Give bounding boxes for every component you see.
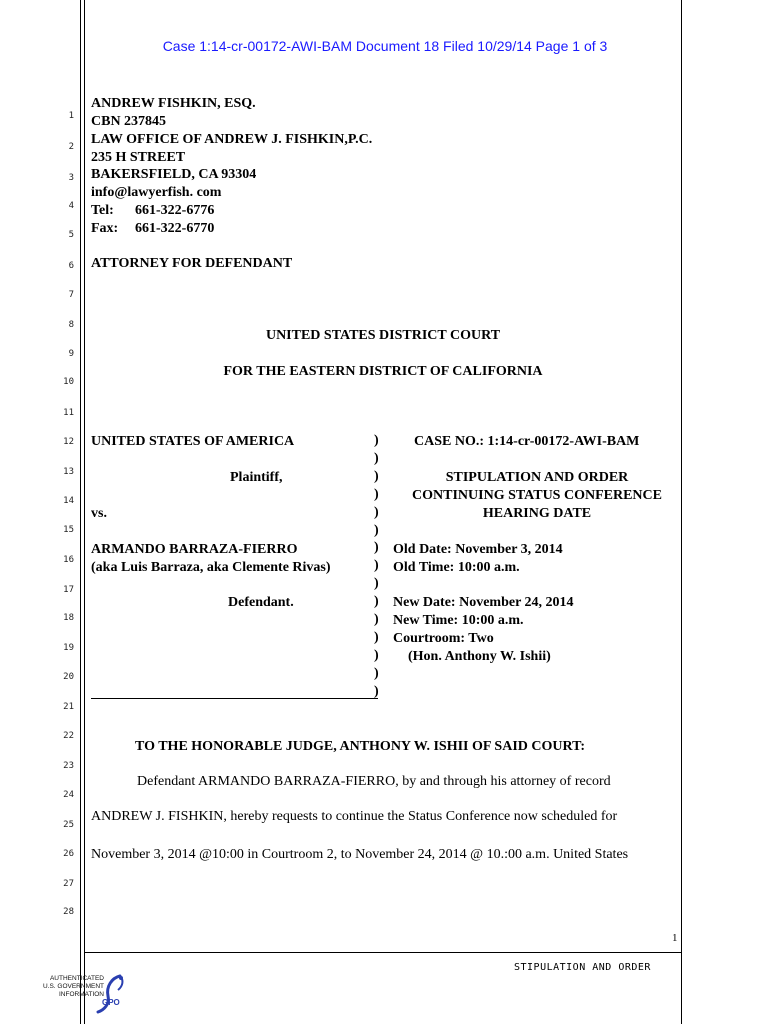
attorney-fax-label: Fax: (91, 221, 119, 236)
line-number: 22 (63, 731, 74, 741)
line-number: 11 (63, 408, 74, 418)
line-number: 15 (63, 525, 74, 535)
caption-paren: ) (374, 433, 379, 448)
caption-paren: ) (374, 558, 379, 574)
body-paragraph-line2: ANDREW J. FISHKIN, hereby requests to continue the Status Conference now scheduled for (91, 809, 618, 824)
attorney-tel-label: Tel: (91, 203, 114, 218)
attorney-email: info@lawyerfish. com (91, 185, 222, 200)
line-number: 28 (63, 907, 74, 917)
line-number: 26 (63, 849, 74, 859)
court-district: FOR THE EASTERN DISTRICT OF CALIFORNIA (223, 364, 543, 379)
courtroom: Courtroom: Two (393, 631, 494, 646)
caption-paren: ) (374, 522, 379, 538)
line-number: 12 (63, 437, 74, 447)
caption-paren: ) (374, 683, 379, 699)
versus: vs. (91, 506, 107, 521)
court-name: UNITED STATES DISTRICT COURT (265, 328, 501, 343)
gpo-authentication-seal (42, 972, 132, 1018)
line-number: 10 (63, 377, 74, 387)
line-number: 13 (63, 467, 74, 477)
caption-paren: ) (374, 612, 379, 627)
line-number: 24 (63, 790, 74, 800)
caption-paren: ) (374, 665, 379, 681)
attorney-street: 235 H STREET (91, 150, 186, 165)
gpo-mark: GPO (102, 998, 120, 1007)
caption-paren: ) (374, 647, 379, 663)
doc-title-line3: HEARING DATE (482, 506, 592, 521)
attorney-city: BAKERSFIELD, CA 93304 (91, 167, 257, 182)
line-number: 21 (63, 702, 74, 712)
gpo-eagle-icon (90, 972, 130, 1016)
left-margin-rule-inner (84, 0, 85, 1024)
defendant-label: Defendant. (228, 595, 294, 610)
old-date: Old Date: November 3, 2014 (393, 542, 563, 557)
caption-paren: ) (374, 594, 379, 610)
line-number: 18 (63, 613, 74, 623)
line-number: 6 (68, 261, 74, 271)
line-number: 27 (63, 879, 74, 889)
line-number: 14 (63, 496, 74, 506)
doc-title-line1: STIPULATION AND ORDER (445, 470, 629, 485)
page-number: 1 (672, 932, 678, 944)
footer-title: STIPULATION AND ORDER (514, 962, 651, 973)
caption-paren: ) (374, 540, 379, 556)
salutation: TO THE HONORABLE JUDGE, ANTHONY W. ISHII OF SAID COURT: (135, 739, 586, 754)
body-paragraph-line3: November 3, 2014 @10:00 in Courtroom 2, to November 24, 2014 @ 10.:00 a.m. United States (91, 847, 629, 862)
line-number: 20 (63, 672, 74, 682)
line-number: 19 (63, 643, 74, 653)
new-time: New Time: 10:00 a.m. (393, 613, 524, 628)
body-paragraph-line1: Defendant ARMANDO BARRAZA-FIERRO, by and through his attorney of record (137, 774, 611, 789)
plaintiff-label: Plaintiff, (230, 470, 283, 485)
line-number: 4 (68, 201, 74, 211)
caption-paren: ) (374, 468, 379, 484)
line-number: 23 (63, 761, 74, 771)
attorney-firm: LAW OFFICE OF ANDREW J. FISHKIN,P.C. (91, 132, 373, 147)
attorney-tel: 661-322-6776 (135, 203, 215, 218)
line-number: 7 (68, 290, 74, 300)
caption-paren: ) (374, 629, 379, 645)
attorney-role: ATTORNEY FOR DEFENDANT (91, 256, 293, 271)
case-header: Case 1:14-cr-00172-AWI-BAM Document 18 Filed 10/29/14 Page 1 of 3 (162, 38, 608, 54)
seal-line-1: AUTHENTICATED (49, 975, 104, 982)
attorney-name: ANDREW FISHKIN, ESQ. (91, 96, 256, 111)
old-time: Old Time: 10:00 a.m. (393, 560, 520, 575)
attorney-fax: 661-322-6770 (135, 221, 215, 236)
footer-rule (85, 952, 681, 953)
line-number: 2 (68, 142, 74, 152)
seal-line-3: INFORMATION (58, 991, 104, 998)
line-number: 3 (68, 173, 74, 183)
caption-paren: ) (374, 576, 379, 592)
case-number: CASE NO.: 1:14-cr-00172-AWI-BAM (414, 434, 640, 449)
line-number: 17 (63, 585, 74, 595)
doc-title-line2: CONTINUING STATUS CONFERENCE (412, 488, 662, 503)
caption-underline (91, 698, 378, 699)
defendant-aka: (aka Luis Barraza, aka Clemente Rivas) (91, 560, 331, 575)
line-number: 5 (68, 230, 74, 240)
caption-paren: ) (374, 486, 379, 502)
new-date: New Date: November 24, 2014 (393, 595, 574, 610)
line-number: 25 (63, 820, 74, 830)
left-margin-rule-outer (80, 0, 81, 1024)
judge-name: (Hon. Anthony W. Ishii) (408, 649, 551, 664)
plaintiff-name: UNITED STATES OF AMERICA (91, 434, 295, 449)
line-number: 1 (68, 111, 74, 121)
caption-paren: ) (374, 504, 379, 520)
seal-line-2: U.S. GOVERNMENT (42, 983, 104, 990)
caption-paren: ) (374, 450, 379, 466)
line-number: 16 (63, 555, 74, 565)
line-number: 9 (68, 349, 74, 359)
line-number: 8 (68, 320, 74, 330)
attorney-cbn: CBN 237845 (91, 114, 167, 129)
defendant-name: ARMANDO BARRAZA-FIERRO (91, 542, 298, 557)
